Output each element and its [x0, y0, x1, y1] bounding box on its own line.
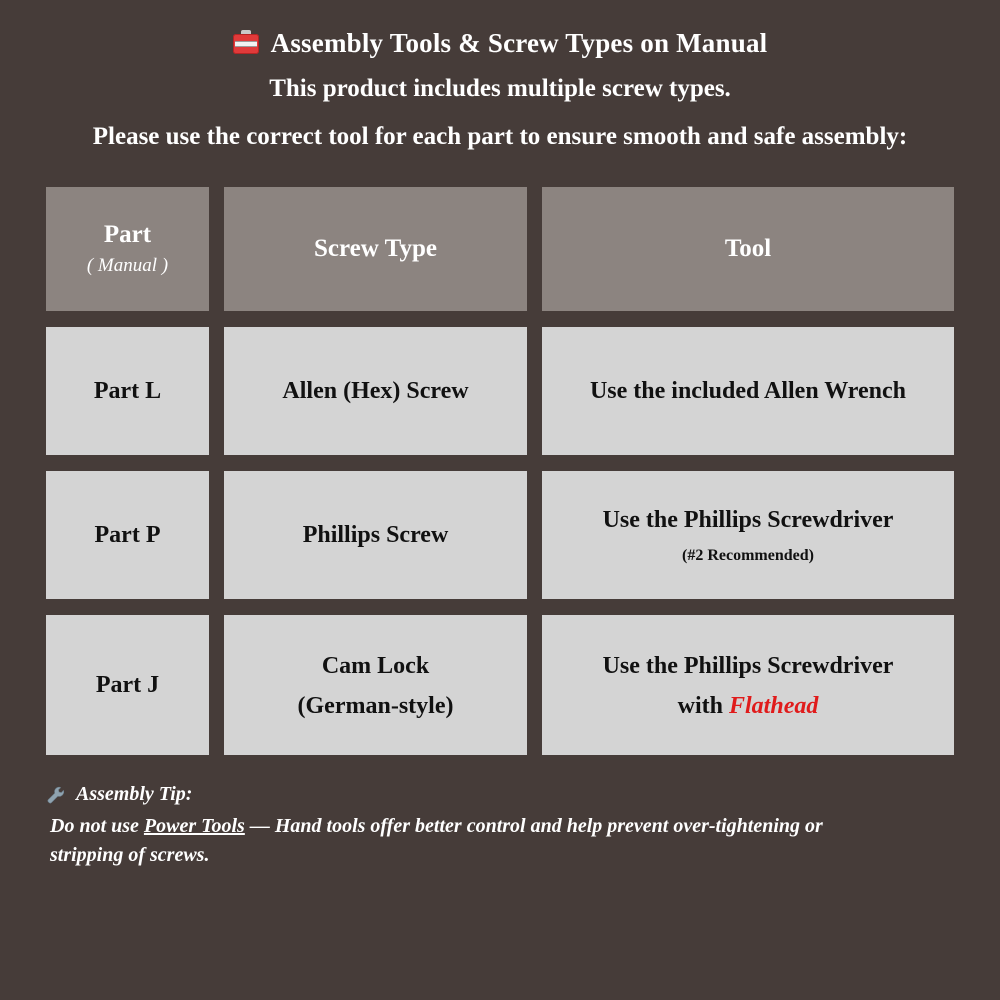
part-label: Part P	[94, 522, 161, 548]
assembly-tip-text-b: — Hand tools offer better control and help prevent over-tightening or	[244, 815, 823, 837]
wrench-icon	[46, 785, 66, 805]
assembly-tip-heading	[46, 783, 954, 806]
assembly-table	[46, 187, 954, 755]
screw-type-label: Allen (Hex) Screw	[282, 378, 469, 404]
column-header-part-label: Part	[103, 221, 152, 248]
screw-type-label: Phillips Screw	[302, 522, 449, 548]
column-header-screw-type-label: Screw Type	[314, 235, 437, 262]
tool-label: Use the Phillips Screwdriver	[602, 507, 894, 533]
assembly-tip-power-tools: Power Tools	[143, 815, 245, 837]
tool-label: Use the Phillips Screwdriver	[602, 652, 894, 679]
cell-screw-type	[224, 615, 527, 755]
tool-label-secondary-text: with	[677, 692, 729, 719]
column-header-part	[46, 187, 209, 311]
assembly-tip-text-a: Do not use	[50, 815, 144, 837]
cell-part	[46, 471, 209, 599]
assembly-tip-heading-label: Assembly Tip:	[76, 783, 193, 805]
tool-label-secondary	[678, 693, 819, 720]
column-header-tool-label: Tool	[724, 235, 772, 262]
page-title: Assembly Tools & Screw Types on Manual	[270, 28, 768, 58]
table-row	[46, 615, 954, 755]
part-label: Part L	[93, 378, 162, 404]
tool-note: (#2 Recommended)	[682, 547, 814, 564]
column-header-screw-type	[224, 187, 527, 311]
screw-type-label-secondary: (German-style)	[297, 692, 454, 719]
cell-screw-type	[224, 471, 527, 599]
header-subtitle: This product includes multiple screw types.	[269, 75, 731, 102]
cell-part	[46, 615, 209, 755]
column-header-tool	[542, 187, 954, 311]
page-title-row	[0, 28, 1000, 59]
header-subtitle-secondary: Please use the correct tool for each part to ensure smooth and safe assembly:	[92, 123, 908, 150]
column-header-part-sublabel: ( Manual )	[86, 255, 169, 276]
tool-label: Use the included Allen Wrench	[589, 378, 907, 404]
table-header-row	[46, 187, 954, 311]
cell-tool	[542, 615, 954, 755]
cell-tool	[542, 471, 954, 599]
cell-part	[46, 327, 209, 455]
assembly-tip-text-line2: stripping of screws.	[50, 844, 210, 866]
tool-label-accent: Flathead	[729, 692, 819, 719]
toolbox-icon	[233, 34, 259, 54]
assembly-tip-body	[46, 812, 954, 870]
assembly-tip	[46, 783, 954, 870]
part-label: Part J	[95, 672, 160, 698]
table-row	[46, 471, 954, 599]
cell-screw-type	[224, 327, 527, 455]
table-row	[46, 327, 954, 455]
header	[0, 0, 1000, 151]
cell-tool	[542, 327, 954, 455]
screw-type-label: Cam Lock	[321, 652, 430, 679]
